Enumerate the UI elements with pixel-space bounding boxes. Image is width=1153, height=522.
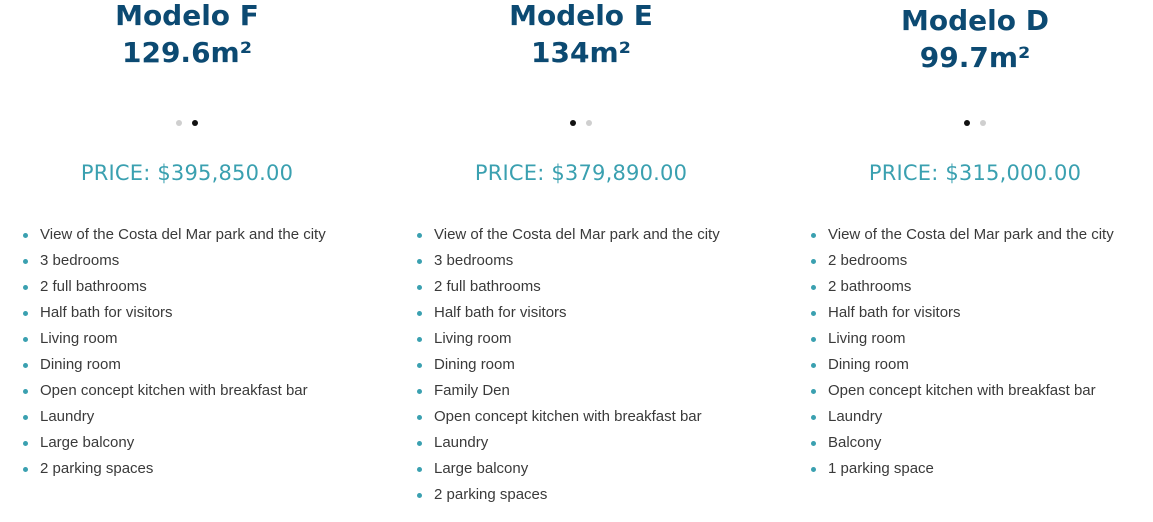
model-heading [0,0,374,71]
feature-item: Family Den [394,378,720,404]
carousel-dots [394,120,768,130]
feature-item: Open concept kitchen with breakfast bar [788,378,1114,404]
feature-item: Laundry [394,430,720,456]
model-price: PRICE: $379,890.00 [474,161,688,185]
feature-item: 2 parking spaces [394,482,720,508]
feature-item: Living room [788,326,1114,352]
carousel-dots [788,120,1153,130]
feature-item: Open concept kitchen with breakfast bar [0,378,326,404]
carousel-dot[interactable] [586,120,592,126]
model-name: Modelo D [901,4,1049,37]
feature-item: 3 bedrooms [394,248,720,274]
feature-item: 2 full bathrooms [394,274,720,300]
feature-item: Living room [394,326,720,352]
model-area: 129.6m² [121,36,252,69]
feature-item: Half bath for visitors [0,300,326,326]
carousel-dots [0,120,374,130]
model-name: Modelo F [115,0,259,32]
feature-item: Half bath for visitors [394,300,720,326]
carousel-dot[interactable] [176,120,182,126]
model-area: 134m² [531,36,631,69]
feature-item: View of the Costa del Mar park and the city [788,222,1114,248]
feature-item: Living room [0,326,326,352]
feature-item: Large balcony [0,430,326,456]
feature-item: 2 bedrooms [788,248,1114,274]
carousel-dot-active[interactable] [964,120,970,126]
feature-item: 1 parking space [788,456,1114,482]
carousel-dot-active[interactable] [570,120,576,126]
feature-item: Dining room [0,352,326,378]
feature-item: Half bath for visitors [788,300,1114,326]
model-area: 99.7m² [919,41,1031,74]
feature-list [394,222,720,508]
feature-item: Large balcony [394,456,720,482]
feature-item: 2 full bathrooms [0,274,326,300]
feature-list [0,222,326,482]
carousel-dot-active[interactable] [192,120,198,126]
feature-item: View of the Costa del Mar park and the city [394,222,720,248]
feature-item: Laundry [0,404,326,430]
feature-list [788,222,1114,482]
feature-item: Dining room [394,352,720,378]
feature-item: 2 bathrooms [788,274,1114,300]
model-heading [394,0,768,71]
carousel-dot[interactable] [980,120,986,126]
model-heading [788,2,1153,76]
feature-item: Laundry [788,404,1114,430]
feature-item: View of the Costa del Mar park and the city [0,222,326,248]
feature-item: Balcony [788,430,1114,456]
feature-item: 2 parking spaces [0,456,326,482]
feature-item: Dining room [788,352,1114,378]
model-name: Modelo E [509,0,653,32]
model-price: PRICE: $395,850.00 [80,161,294,185]
feature-item: Open concept kitchen with breakfast bar [394,404,720,430]
feature-item: 3 bedrooms [0,248,326,274]
model-price: PRICE: $315,000.00 [868,161,1082,185]
